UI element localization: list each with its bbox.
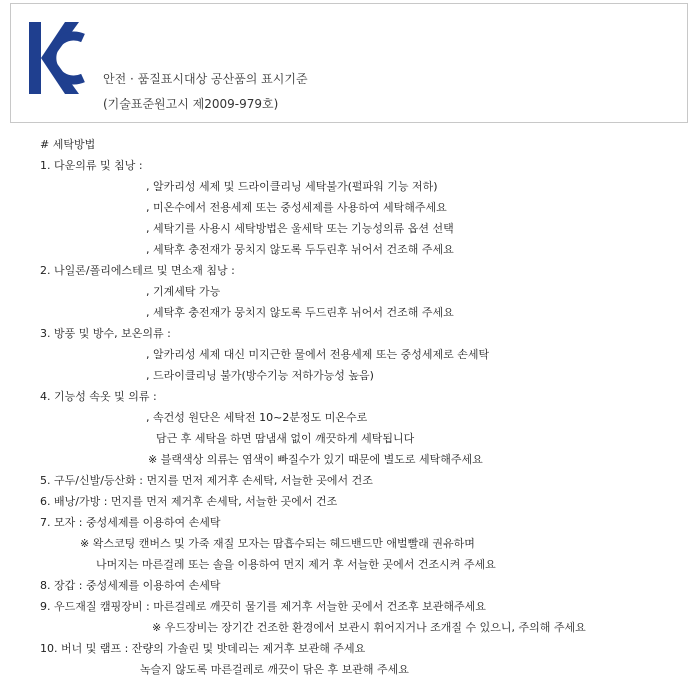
instruction-note: ※ 왁스코팅 캔버스 및 가죽 재질 모자는 땀흡수되는 헤드밴드만 애벌빨래 권유하며	[80, 537, 475, 550]
instruction-line: 10. 버너 및 램프 : 잔량의 가솔린 및 밧데리는 제거후 보관해 주세요	[40, 642, 366, 655]
instruction-line: 9. 우드재질 캠핑장비 : 마른걸레로 깨끗히 물기를 제거후 서늘한 곳에서 건조후 보관해주세요	[40, 600, 486, 613]
instruction-line: 4. 기능성 속옷 및 의류 :	[40, 390, 157, 403]
instruction-line: 8. 장갑 : 중성세제를 이용하여 손세탁	[40, 579, 221, 592]
instruction-line: , 세탁후 충전재가 뭉치지 않도록 두두린후 뉘어서 건조해 주세요	[146, 243, 454, 256]
kc-notice-number: (기술표준원고시 제2009-979호)	[103, 97, 279, 111]
instruction-line: 3. 방풍 및 방수, 보온의류 :	[40, 327, 171, 340]
instruction-line: , 세탁기를 사용시 세탁방법은 울세탁 또는 기능성의류 옵션 선택	[146, 222, 454, 235]
instruction-line: 7. 모자 : 중성세제를 이용하여 손세탁	[40, 516, 221, 529]
instruction-line: 6. 배낭/가방 : 먼지를 먼저 제거후 손세탁, 서늘한 곳에서 건조	[40, 495, 338, 508]
instruction-line: 5. 구두/신발/등산화 : 먼지를 먼저 제거후 손세탁, 서늘한 곳에서 건조	[40, 474, 373, 487]
instruction-line: , 속건성 원단은 세탁전 10~2분정도 미온수로	[146, 411, 368, 424]
instruction-line: , 알카리성 세제 대신 미지근한 물에서 전용세제 또는 중성세제로 손세탁	[146, 348, 490, 361]
instruction-line: , 미온수에서 전용세제 또는 중성세제를 사용하여 세탁해주세요	[146, 201, 447, 214]
instruction-note: ※ 우드장비는 장기간 건조한 환경에서 보관시 휘어지거나 조개질 수 있으니, 주의해 주세요	[152, 621, 586, 634]
instruction-line: 녹슬지 않도록 마른걸레로 깨끗이 닦은 후 보관해 주세요	[140, 663, 409, 676]
instruction-line: 나머지는 마른걸레 또는 솔을 이용하여 먼지 제거 후 서늘한 곳에서 건조시켜 주세요	[96, 558, 496, 571]
instruction-line: 1. 다운의류 및 침낭 :	[40, 159, 143, 172]
instruction-line: , 세탁후 충전재가 뭉치지 않도록 두드린후 뉘어서 건조해 주세요	[146, 306, 454, 319]
instruction-line: 담근 후 세탁을 하면 땀냄새 없이 깨끗하게 세탁됩니다	[156, 432, 415, 445]
instruction-line: 2. 나일론/폴리에스테르 및 면소재 침낭 :	[40, 264, 235, 277]
instruction-line: , 알카리성 세제 및 드라이클리닝 세탁불가(펄파워 기능 저하)	[146, 180, 438, 193]
kc-title: 안전 · 품질표시대상 공산품의 표시기준	[103, 72, 308, 86]
kc-certification-box	[10, 3, 688, 123]
kc-mark-logo	[25, 16, 87, 100]
instruction-line: , 기계세탁 가능	[146, 285, 221, 298]
instruction-line: , 드라이클리닝 불가(방수기능 저하가능성 높음)	[146, 369, 374, 382]
instruction-note: ※ 블랙색상 의류는 염색이 빠질수가 있기 때문에 별도로 세탁해주세요	[148, 453, 483, 466]
section-heading: # 세탁방법	[40, 138, 96, 151]
